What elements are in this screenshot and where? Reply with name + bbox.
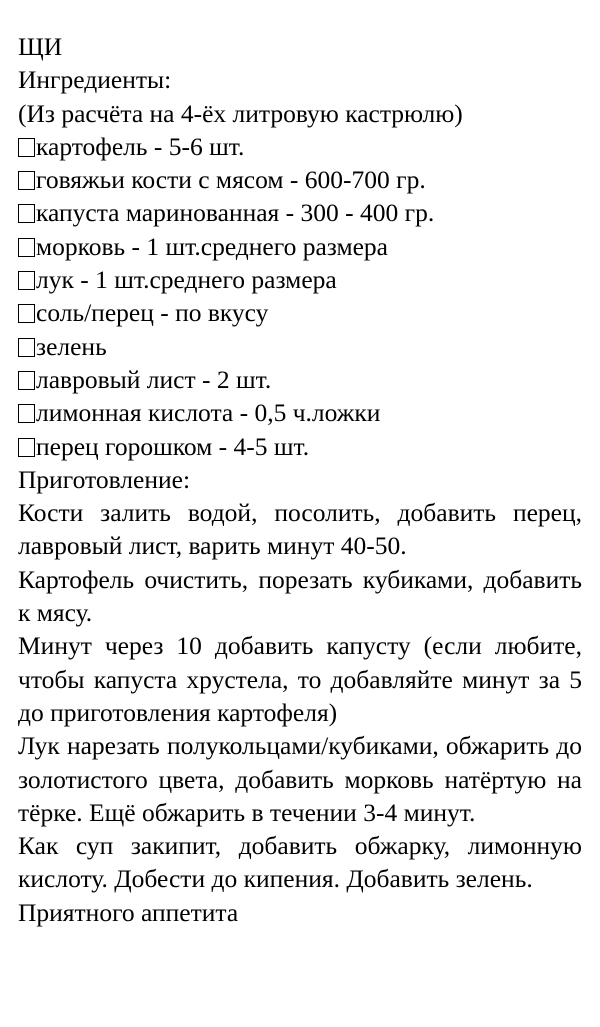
preparation-step: Картофель очистить, порезать кубиками, добавить к мясу.: [18, 564, 582, 628]
ingredients-list: [18, 130, 582, 463]
ingredient-text: лук - 1 шт.среднего размера: [36, 265, 337, 295]
ingredient-item: [18, 330, 582, 363]
ingredient-text: лимонная кислота - 0,5 ч.ложки: [36, 398, 381, 428]
ingredient-text: говяжьи кости с мясом - 600-700 гр.: [36, 165, 426, 195]
ingredient-item: [18, 130, 582, 163]
ingredient-item: [18, 263, 582, 296]
preparation-step: Минут через 10 добавить капусту (если любите, чтобы капуста хрустела, то добавляйте минут за 5 до приготовления картофеля): [18, 631, 582, 727]
checkbox-icon: [18, 338, 35, 357]
ingredient-item: [18, 230, 582, 263]
ingredient-item: [18, 363, 582, 396]
checkbox-icon: [18, 238, 35, 257]
checkbox-icon: [18, 138, 35, 157]
ingredient-item: [18, 296, 582, 329]
ingredient-text: перец горошком - 4-5 шт.: [36, 431, 310, 461]
ingredient-item: [18, 196, 582, 229]
closing-line: Приятного аппетита: [18, 897, 239, 927]
checkbox-icon: [18, 304, 35, 323]
checkbox-icon: [18, 404, 35, 423]
recipe-title: ЩИ: [18, 32, 63, 61]
ingredients-heading: Ингредиенты:: [18, 65, 172, 95]
preparation-heading: Приготовление:: [18, 464, 191, 494]
ingredient-text: зелень: [36, 331, 107, 361]
preparation-step: Лук нарезать полукольцами/кубиками, обжарить до золотистого цвета, добавить морковь натёртую на тёрке. Ещё обжарить в течении 3-4 минут.: [18, 731, 582, 827]
ingredient-item: [18, 396, 582, 429]
ingredient-text: капуста маринованная - 300 - 400 гр.: [36, 198, 435, 228]
preparation-step: Кости залить водой, посолить, добавить перец, лавровый лист, варить минут 40-50.: [18, 498, 582, 561]
preparation-step: Как суп закипит, добавить обжарку, лимонную кислоту. Добести до кипения. Добавить зелень.: [18, 831, 582, 894]
ingredient-item: [18, 163, 582, 196]
ingredient-text: лавровый лист - 2 шт.: [36, 364, 272, 394]
checkbox-icon: [18, 271, 35, 290]
ingredient-text: картофель - 5-6 шт.: [36, 131, 245, 161]
ingredients-note: (Из расчёта на 4-ёх литровую кастрюлю): [18, 98, 463, 128]
preparation-steps: [18, 496, 582, 896]
ingredient-item: [18, 430, 582, 463]
checkbox-icon: [18, 171, 35, 190]
checkbox-icon: [18, 204, 35, 223]
ingredient-text: соль/перец - по вкусу: [36, 298, 269, 328]
checkbox-icon: [18, 371, 35, 390]
checkbox-icon: [18, 438, 35, 457]
ingredient-text: морковь - 1 шт.среднего размера: [36, 231, 388, 261]
